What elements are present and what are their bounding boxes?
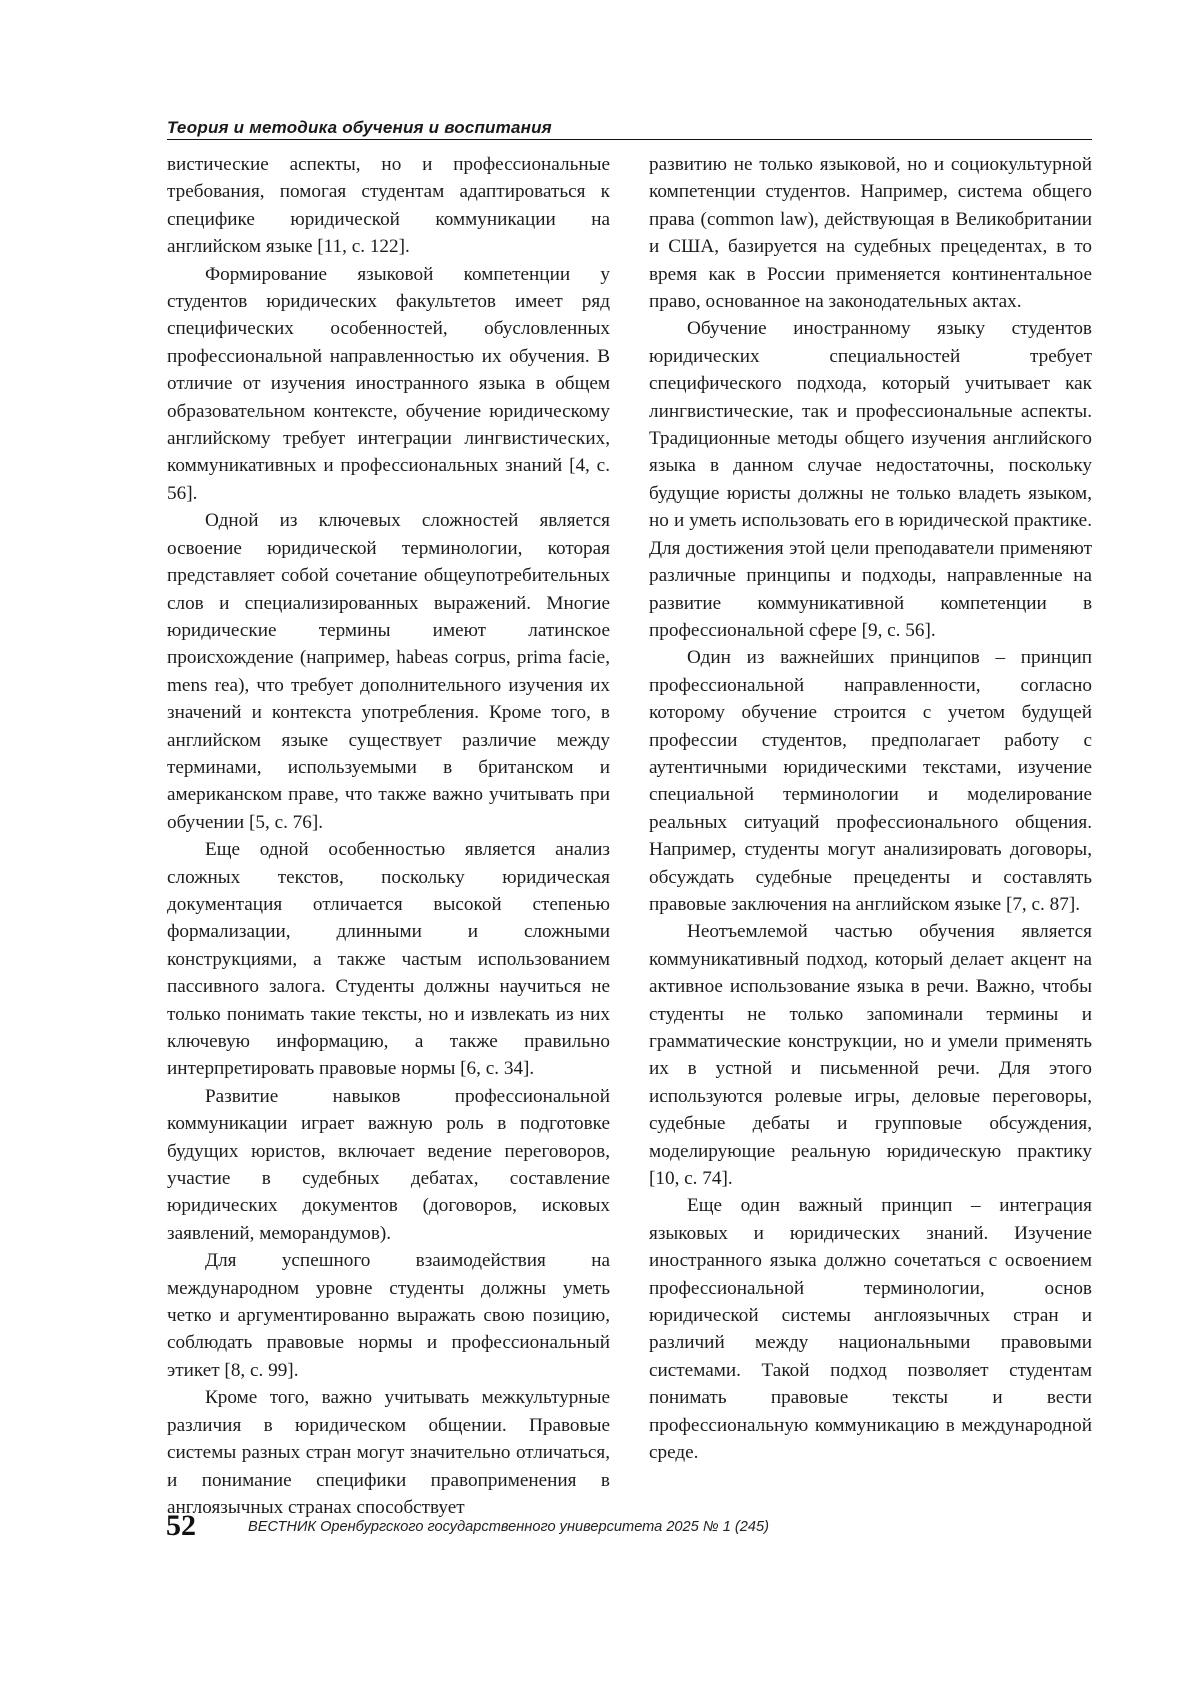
paragraph: Одной из ключевых сложностей является освоение юридической терминологии, которая представляет собой сочетание общеупотребительных слов и специализированных выражений. Многие юридические термины имеют латинское происхождение (например, habeas corpus, prima facie, mens rea), что требует дополнительного изучения их значений и контекста употребления. Кроме того, в английском языке существует различие между терминами, используемыми в британском и американском праве, что также важно учитывать при обучении [5, с. 76]. (167, 510, 610, 833)
paragraph: Еще одной особенностью является анализ сложных текстов, поскольку юридическая документация отличается высокой степенью формализации, длинными и сложными конструкциями, а также частым использованием пассивного залога. Студенты должны научиться не только понимать такие тексты, но и извлекать из них ключевую информацию, а также правильно интерпретировать правовые нормы [6, с. 34]. (167, 839, 610, 1080)
paragraph: Формирование языковой компетенции у студентов юридических факультетов имеет ряд специфических особенностей, обусловленных профессиональной направленностью их обучения. В отличие от изучения иностранного языка в общем образовательном контексте, обучение юридическому английскому требует интеграции лингвистических, коммуникативных и профессиональных знаний [4, с. 56]. (167, 263, 610, 504)
paragraph: вистические аспекты, но и профессиональные требования, помогая студентам адаптироваться к специфике юридической коммуникации на английском языке [11, с. 122]. (167, 154, 610, 258)
paragraph: развитию не только языковой, но и социокультурной компетенции студентов. Например, система общего права (common law), действующая в Великобритании и США, базируется на судебных прецедентах, в то время как в России применяется континентальное право, основанное на законодательных актах. (649, 154, 1092, 313)
running-header: Теория и методика обучения и воспитания (167, 118, 552, 137)
page-number: 52 (166, 1509, 196, 1542)
paragraph: Один из важнейших принципов – принцип профессиональной направленности, согласно которому обучение строится с учетом будущей профессии студентов, предполагает работу с аутентичными юридическими текстами, изучение специальной терминологии и моделирование реальных ситуаций профессионального общения. Например, студенты могут анализировать договоры, обсуждать судебные прецеденты и составлять правовые заключения на английском языке [7, с. 87]. (649, 647, 1092, 915)
paragraph: Развитие навыков профессиональной коммуникации играет важную роль в подготовке будущих юристов, включает ведение переговоров, участие в судебных дебатах, составление юридических документов (договоров, исковых заявлений, меморандумов). (167, 1085, 610, 1244)
paragraph: Еще один важный принцип – интеграция языковых и юридических знаний. Изучение иностранного языка должно сочетаться с освоением профессиональной терминологии, основ юридической системы англоязычных стран и различий между национальными правовыми системами. Такой подход позволяет студентам понимать правовые тексты и вести профессиональную коммуникацию в международной среде. (649, 1195, 1092, 1464)
paragraph: Для успешного взаимодействия на международном уровне студенты должны уметь четко и аргументированно выражать свою позицию, соблюдать правовые нормы и профессиональный этикет [8, с. 99]. (167, 1250, 610, 1381)
left-column (167, 151, 610, 1521)
header-rule (167, 139, 1092, 140)
paragraph: Кроме того, важно учитывать межкультурные различия в юридическом общении. Правовые системы разных стран могут значительно отличаться, и понимание специфики правоприменения в англоязычных странах способствует (167, 1387, 610, 1518)
journal-footer: ВЕСТНИК Оренбургского государственного университета 2025 № 1 (245) (248, 1519, 769, 1535)
paragraph: Неотъемлемой частью обучения является коммуникативный подход, который делает акцент на активное использование языка в речи. Важно, чтобы студенты не только запоминали термины и грамматические конструкции, но и умели применять их в устной и письменной речи. Для этого используются ролевые игры, деловые переговоры, судебные дебаты и групповые обсуждения, моделирующие реальную юридическую практику [10, с. 74]. (649, 921, 1092, 1190)
right-column (649, 151, 1092, 1467)
paragraph: Обучение иностранному языку студентов юридических специальностей требует специфического подхода, который учитывает как лингвистические, так и профессиональные аспекты. Традиционные методы общего изучения английского языка в данном случае недостаточны, поскольку будущие юристы должны не только владеть языком, но и уметь использовать его в юридической практике. Для достижения этой цели преподаватели применяют различные принципы и подходы, направленные на развитие коммуникативной компетенции в профессиональной сфере [9, с. 56]. (649, 318, 1092, 641)
